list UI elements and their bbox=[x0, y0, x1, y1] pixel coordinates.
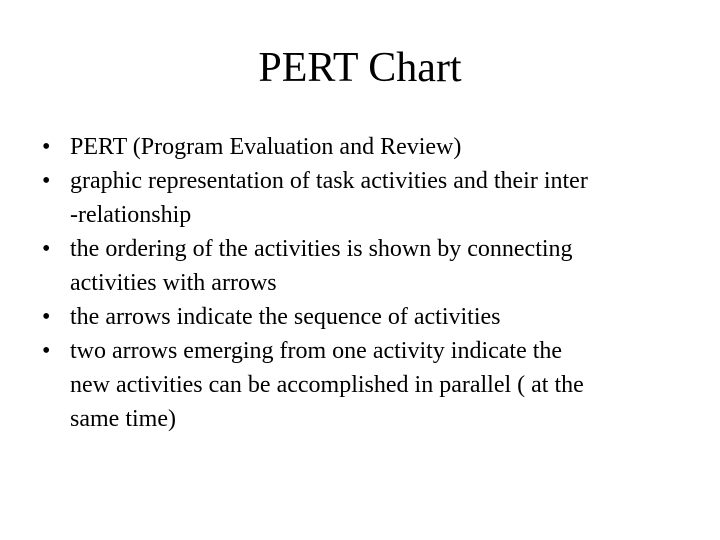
bullet-text-line: new activities can be accomplished in parallel ( at the bbox=[70, 372, 584, 398]
slide-title: PERT Chart bbox=[258, 45, 462, 91]
bullet-text-line: -relationship bbox=[70, 202, 192, 228]
bullet-item bbox=[42, 334, 682, 436]
bullet-text-line: graphic representation of task activities and their inter bbox=[70, 168, 588, 194]
bullet-item bbox=[42, 232, 682, 300]
bullet-item bbox=[42, 164, 682, 232]
bullet-marker: • bbox=[42, 134, 51, 160]
bullet-item bbox=[42, 300, 682, 334]
bullet-marker: • bbox=[42, 338, 51, 364]
bullet-marker: • bbox=[42, 304, 51, 330]
bullet-list bbox=[42, 130, 682, 436]
bullet-marker: • bbox=[42, 168, 51, 194]
bullet-text-line: the ordering of the activities is shown by connecting bbox=[70, 236, 573, 262]
bullet-text-line: activities with arrows bbox=[70, 270, 277, 296]
bullet-marker: • bbox=[42, 236, 51, 262]
bullet-text-line: two arrows emerging from one activity indicate the bbox=[70, 338, 563, 364]
bullet-text-line: the arrows indicate the sequence of activities bbox=[70, 304, 501, 330]
bullet-text-line: same time) bbox=[70, 406, 176, 432]
bullet-text-line: PERT (Program Evaluation and Review) bbox=[70, 134, 462, 160]
bullet-item bbox=[42, 130, 682, 164]
